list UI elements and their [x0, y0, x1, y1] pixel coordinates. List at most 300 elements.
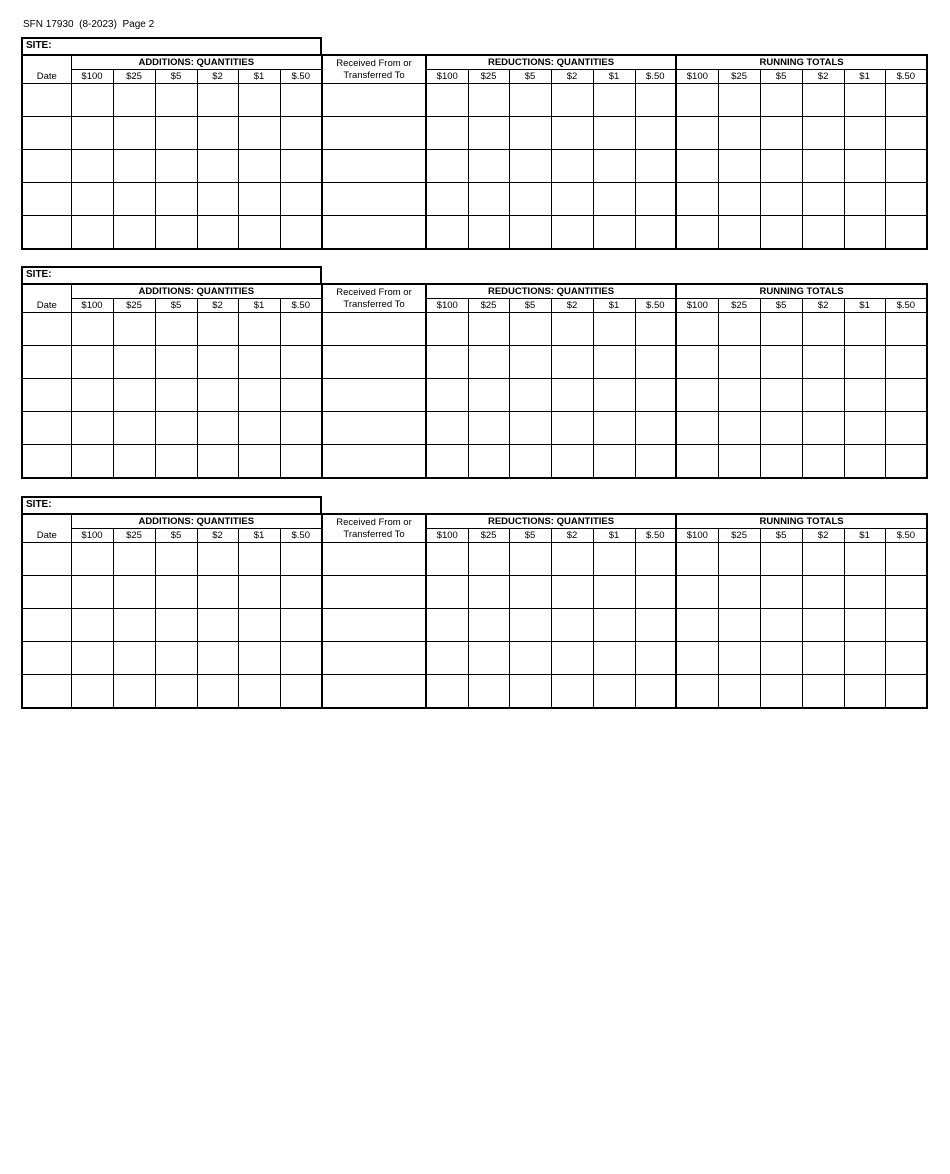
running-total-cell[interactable]: [885, 675, 927, 709]
additions-cell[interactable]: [197, 117, 238, 150]
additions-cell[interactable]: [197, 675, 238, 709]
additions-cell[interactable]: [280, 346, 322, 379]
additions-cell[interactable]: [280, 183, 322, 216]
running-total-cell[interactable]: [802, 379, 844, 412]
running-total-cell[interactable]: [718, 117, 760, 150]
running-total-cell[interactable]: [760, 543, 802, 576]
reductions-cell[interactable]: [426, 150, 468, 183]
additions-cell[interactable]: [155, 84, 197, 117]
additions-cell[interactable]: [280, 609, 322, 642]
running-total-cell[interactable]: [760, 576, 802, 609]
additions-cell[interactable]: [71, 576, 113, 609]
running-total-cell[interactable]: [844, 642, 885, 675]
reductions-cell[interactable]: [426, 642, 468, 675]
running-total-cell[interactable]: [676, 379, 718, 412]
running-total-cell[interactable]: [885, 445, 927, 479]
running-total-cell[interactable]: [802, 84, 844, 117]
running-total-cell[interactable]: [844, 84, 885, 117]
received-cell[interactable]: [322, 183, 426, 216]
additions-cell[interactable]: [238, 84, 280, 117]
running-total-cell[interactable]: [802, 313, 844, 346]
additions-cell[interactable]: [155, 675, 197, 709]
reductions-cell[interactable]: [509, 543, 551, 576]
running-total-cell[interactable]: [885, 216, 927, 250]
running-total-cell[interactable]: [676, 576, 718, 609]
running-total-cell[interactable]: [885, 412, 927, 445]
reductions-cell[interactable]: [509, 117, 551, 150]
running-total-cell[interactable]: [844, 313, 885, 346]
running-total-cell[interactable]: [802, 216, 844, 250]
reductions-cell[interactable]: [509, 313, 551, 346]
date-cell[interactable]: [22, 150, 71, 183]
reductions-cell[interactable]: [635, 313, 676, 346]
additions-cell[interactable]: [238, 346, 280, 379]
reductions-cell[interactable]: [593, 216, 635, 250]
reductions-cell[interactable]: [509, 183, 551, 216]
additions-cell[interactable]: [238, 412, 280, 445]
date-cell[interactable]: [22, 346, 71, 379]
additions-cell[interactable]: [197, 609, 238, 642]
additions-cell[interactable]: [197, 183, 238, 216]
running-total-cell[interactable]: [718, 346, 760, 379]
running-total-cell[interactable]: [802, 150, 844, 183]
running-total-cell[interactable]: [802, 117, 844, 150]
running-total-cell[interactable]: [760, 445, 802, 479]
additions-cell[interactable]: [280, 576, 322, 609]
reductions-cell[interactable]: [509, 84, 551, 117]
date-cell[interactable]: [22, 675, 71, 709]
reductions-cell[interactable]: [551, 543, 593, 576]
received-cell[interactable]: [322, 84, 426, 117]
additions-cell[interactable]: [280, 216, 322, 250]
additions-cell[interactable]: [238, 150, 280, 183]
reductions-cell[interactable]: [593, 346, 635, 379]
running-total-cell[interactable]: [760, 642, 802, 675]
date-cell[interactable]: [22, 412, 71, 445]
additions-cell[interactable]: [280, 642, 322, 675]
additions-cell[interactable]: [238, 609, 280, 642]
running-total-cell[interactable]: [844, 445, 885, 479]
running-total-cell[interactable]: [760, 150, 802, 183]
additions-cell[interactable]: [280, 445, 322, 479]
additions-cell[interactable]: [113, 609, 155, 642]
received-cell[interactable]: [322, 609, 426, 642]
running-total-cell[interactable]: [885, 609, 927, 642]
reductions-cell[interactable]: [635, 379, 676, 412]
reductions-cell[interactable]: [468, 412, 509, 445]
running-total-cell[interactable]: [844, 379, 885, 412]
running-total-cell[interactable]: [885, 346, 927, 379]
running-total-cell[interactable]: [760, 84, 802, 117]
running-total-cell[interactable]: [844, 150, 885, 183]
reductions-cell[interactable]: [551, 675, 593, 709]
reductions-cell[interactable]: [635, 117, 676, 150]
running-total-cell[interactable]: [718, 216, 760, 250]
additions-cell[interactable]: [238, 642, 280, 675]
running-total-cell[interactable]: [802, 412, 844, 445]
running-total-cell[interactable]: [676, 675, 718, 709]
running-total-cell[interactable]: [885, 117, 927, 150]
reductions-cell[interactable]: [635, 183, 676, 216]
running-total-cell[interactable]: [676, 642, 718, 675]
date-cell[interactable]: [22, 543, 71, 576]
reductions-cell[interactable]: [551, 379, 593, 412]
reductions-cell[interactable]: [509, 445, 551, 479]
received-cell[interactable]: [322, 346, 426, 379]
additions-cell[interactable]: [197, 346, 238, 379]
reductions-cell[interactable]: [468, 313, 509, 346]
additions-cell[interactable]: [238, 543, 280, 576]
additions-cell[interactable]: [280, 412, 322, 445]
date-cell[interactable]: [22, 609, 71, 642]
additions-cell[interactable]: [155, 117, 197, 150]
running-total-cell[interactable]: [718, 576, 760, 609]
reductions-cell[interactable]: [551, 117, 593, 150]
additions-cell[interactable]: [113, 313, 155, 346]
reductions-cell[interactable]: [426, 216, 468, 250]
running-total-cell[interactable]: [676, 346, 718, 379]
additions-cell[interactable]: [113, 216, 155, 250]
reductions-cell[interactable]: [551, 346, 593, 379]
reductions-cell[interactable]: [551, 183, 593, 216]
additions-cell[interactable]: [238, 117, 280, 150]
additions-cell[interactable]: [113, 576, 155, 609]
reductions-cell[interactable]: [426, 379, 468, 412]
running-total-cell[interactable]: [844, 675, 885, 709]
running-total-cell[interactable]: [718, 183, 760, 216]
reductions-cell[interactable]: [593, 117, 635, 150]
additions-cell[interactable]: [197, 445, 238, 479]
received-cell[interactable]: [322, 543, 426, 576]
reductions-cell[interactable]: [635, 445, 676, 479]
additions-cell[interactable]: [197, 642, 238, 675]
additions-cell[interactable]: [155, 183, 197, 216]
reductions-cell[interactable]: [509, 379, 551, 412]
running-total-cell[interactable]: [802, 543, 844, 576]
running-total-cell[interactable]: [676, 445, 718, 479]
received-cell[interactable]: [322, 642, 426, 675]
reductions-cell[interactable]: [426, 675, 468, 709]
received-cell[interactable]: [322, 576, 426, 609]
reductions-cell[interactable]: [635, 412, 676, 445]
date-cell[interactable]: [22, 445, 71, 479]
running-total-cell[interactable]: [802, 183, 844, 216]
reductions-cell[interactable]: [426, 346, 468, 379]
additions-cell[interactable]: [197, 412, 238, 445]
additions-cell[interactable]: [113, 346, 155, 379]
reductions-cell[interactable]: [426, 183, 468, 216]
additions-cell[interactable]: [71, 609, 113, 642]
additions-cell[interactable]: [71, 346, 113, 379]
reductions-cell[interactable]: [426, 543, 468, 576]
additions-cell[interactable]: [71, 84, 113, 117]
additions-cell[interactable]: [155, 379, 197, 412]
additions-cell[interactable]: [71, 183, 113, 216]
reductions-cell[interactable]: [426, 313, 468, 346]
running-total-cell[interactable]: [885, 543, 927, 576]
additions-cell[interactable]: [238, 379, 280, 412]
running-total-cell[interactable]: [844, 346, 885, 379]
reductions-cell[interactable]: [635, 150, 676, 183]
reductions-cell[interactable]: [551, 84, 593, 117]
running-total-cell[interactable]: [718, 412, 760, 445]
date-cell[interactable]: [22, 313, 71, 346]
additions-cell[interactable]: [71, 313, 113, 346]
reductions-cell[interactable]: [635, 609, 676, 642]
reductions-cell[interactable]: [509, 150, 551, 183]
reductions-cell[interactable]: [593, 543, 635, 576]
reductions-cell[interactable]: [551, 412, 593, 445]
reductions-cell[interactable]: [509, 675, 551, 709]
running-total-cell[interactable]: [760, 675, 802, 709]
additions-cell[interactable]: [280, 84, 322, 117]
running-total-cell[interactable]: [676, 412, 718, 445]
running-total-cell[interactable]: [802, 346, 844, 379]
received-cell[interactable]: [322, 150, 426, 183]
reductions-cell[interactable]: [593, 150, 635, 183]
reductions-cell[interactable]: [426, 84, 468, 117]
additions-cell[interactable]: [71, 543, 113, 576]
additions-cell[interactable]: [113, 117, 155, 150]
additions-cell[interactable]: [155, 412, 197, 445]
additions-cell[interactable]: [280, 150, 322, 183]
reductions-cell[interactable]: [426, 412, 468, 445]
reductions-cell[interactable]: [635, 642, 676, 675]
reductions-cell[interactable]: [635, 346, 676, 379]
reductions-cell[interactable]: [551, 313, 593, 346]
running-total-cell[interactable]: [760, 412, 802, 445]
running-total-cell[interactable]: [676, 117, 718, 150]
reductions-cell[interactable]: [635, 675, 676, 709]
additions-cell[interactable]: [155, 216, 197, 250]
reductions-cell[interactable]: [593, 84, 635, 117]
running-total-cell[interactable]: [885, 150, 927, 183]
additions-cell[interactable]: [155, 445, 197, 479]
additions-cell[interactable]: [155, 576, 197, 609]
reductions-cell[interactable]: [468, 642, 509, 675]
additions-cell[interactable]: [197, 84, 238, 117]
additions-cell[interactable]: [113, 84, 155, 117]
additions-cell[interactable]: [113, 543, 155, 576]
reductions-cell[interactable]: [551, 609, 593, 642]
additions-cell[interactable]: [155, 609, 197, 642]
date-cell[interactable]: [22, 576, 71, 609]
running-total-cell[interactable]: [844, 576, 885, 609]
additions-cell[interactable]: [280, 675, 322, 709]
received-cell[interactable]: [322, 412, 426, 445]
running-total-cell[interactable]: [676, 183, 718, 216]
running-total-cell[interactable]: [718, 543, 760, 576]
additions-cell[interactable]: [197, 313, 238, 346]
additions-cell[interactable]: [71, 445, 113, 479]
received-cell[interactable]: [322, 675, 426, 709]
reductions-cell[interactable]: [509, 412, 551, 445]
running-total-cell[interactable]: [676, 150, 718, 183]
running-total-cell[interactable]: [802, 675, 844, 709]
reductions-cell[interactable]: [468, 445, 509, 479]
running-total-cell[interactable]: [844, 412, 885, 445]
running-total-cell[interactable]: [718, 313, 760, 346]
additions-cell[interactable]: [238, 216, 280, 250]
additions-cell[interactable]: [197, 379, 238, 412]
running-total-cell[interactable]: [885, 84, 927, 117]
additions-cell[interactable]: [238, 675, 280, 709]
reductions-cell[interactable]: [468, 346, 509, 379]
running-total-cell[interactable]: [760, 609, 802, 642]
running-total-cell[interactable]: [802, 642, 844, 675]
additions-cell[interactable]: [113, 379, 155, 412]
additions-cell[interactable]: [238, 576, 280, 609]
additions-cell[interactable]: [113, 183, 155, 216]
reductions-cell[interactable]: [551, 150, 593, 183]
running-total-cell[interactable]: [718, 609, 760, 642]
reductions-cell[interactable]: [468, 183, 509, 216]
reductions-cell[interactable]: [426, 576, 468, 609]
reductions-cell[interactable]: [593, 642, 635, 675]
additions-cell[interactable]: [71, 379, 113, 412]
running-total-cell[interactable]: [885, 183, 927, 216]
additions-cell[interactable]: [113, 412, 155, 445]
reductions-cell[interactable]: [468, 609, 509, 642]
running-total-cell[interactable]: [718, 642, 760, 675]
running-total-cell[interactable]: [718, 150, 760, 183]
additions-cell[interactable]: [238, 445, 280, 479]
date-cell[interactable]: [22, 642, 71, 675]
running-total-cell[interactable]: [885, 313, 927, 346]
running-total-cell[interactable]: [844, 543, 885, 576]
running-total-cell[interactable]: [718, 445, 760, 479]
additions-cell[interactable]: [155, 642, 197, 675]
reductions-cell[interactable]: [593, 379, 635, 412]
additions-cell[interactable]: [113, 675, 155, 709]
reductions-cell[interactable]: [593, 445, 635, 479]
reductions-cell[interactable]: [468, 216, 509, 250]
running-total-cell[interactable]: [760, 183, 802, 216]
additions-cell[interactable]: [280, 313, 322, 346]
additions-cell[interactable]: [155, 313, 197, 346]
received-cell[interactable]: [322, 117, 426, 150]
date-cell[interactable]: [22, 117, 71, 150]
received-cell[interactable]: [322, 445, 426, 479]
reductions-cell[interactable]: [426, 445, 468, 479]
running-total-cell[interactable]: [844, 609, 885, 642]
reductions-cell[interactable]: [593, 313, 635, 346]
received-cell[interactable]: [322, 379, 426, 412]
running-total-cell[interactable]: [885, 379, 927, 412]
reductions-cell[interactable]: [551, 445, 593, 479]
reductions-cell[interactable]: [509, 642, 551, 675]
reductions-cell[interactable]: [468, 150, 509, 183]
reductions-cell[interactable]: [593, 412, 635, 445]
reductions-cell[interactable]: [468, 543, 509, 576]
running-total-cell[interactable]: [676, 216, 718, 250]
reductions-cell[interactable]: [593, 675, 635, 709]
reductions-cell[interactable]: [468, 379, 509, 412]
running-total-cell[interactable]: [885, 576, 927, 609]
reductions-cell[interactable]: [593, 609, 635, 642]
running-total-cell[interactable]: [885, 642, 927, 675]
reductions-cell[interactable]: [468, 84, 509, 117]
received-cell[interactable]: [322, 313, 426, 346]
additions-cell[interactable]: [197, 576, 238, 609]
additions-cell[interactable]: [71, 150, 113, 183]
reductions-cell[interactable]: [551, 576, 593, 609]
running-total-cell[interactable]: [802, 576, 844, 609]
running-total-cell[interactable]: [802, 609, 844, 642]
running-total-cell[interactable]: [844, 216, 885, 250]
reductions-cell[interactable]: [509, 346, 551, 379]
date-cell[interactable]: [22, 379, 71, 412]
reductions-cell[interactable]: [509, 576, 551, 609]
reductions-cell[interactable]: [468, 117, 509, 150]
additions-cell[interactable]: [113, 445, 155, 479]
date-cell[interactable]: [22, 216, 71, 250]
additions-cell[interactable]: [71, 412, 113, 445]
running-total-cell[interactable]: [676, 313, 718, 346]
additions-cell[interactable]: [280, 379, 322, 412]
reductions-cell[interactable]: [468, 675, 509, 709]
additions-cell[interactable]: [155, 150, 197, 183]
running-total-cell[interactable]: [676, 84, 718, 117]
additions-cell[interactable]: [155, 346, 197, 379]
running-total-cell[interactable]: [802, 445, 844, 479]
running-total-cell[interactable]: [760, 346, 802, 379]
running-total-cell[interactable]: [676, 609, 718, 642]
additions-cell[interactable]: [197, 150, 238, 183]
reductions-cell[interactable]: [509, 216, 551, 250]
additions-cell[interactable]: [113, 150, 155, 183]
running-total-cell[interactable]: [676, 543, 718, 576]
received-cell[interactable]: [322, 216, 426, 250]
additions-cell[interactable]: [238, 183, 280, 216]
running-total-cell[interactable]: [844, 183, 885, 216]
additions-cell[interactable]: [71, 117, 113, 150]
additions-cell[interactable]: [113, 642, 155, 675]
additions-cell[interactable]: [71, 642, 113, 675]
reductions-cell[interactable]: [635, 84, 676, 117]
additions-cell[interactable]: [155, 543, 197, 576]
reductions-cell[interactable]: [468, 576, 509, 609]
additions-cell[interactable]: [280, 117, 322, 150]
reductions-cell[interactable]: [635, 216, 676, 250]
running-total-cell[interactable]: [718, 84, 760, 117]
reductions-cell[interactable]: [593, 183, 635, 216]
reductions-cell[interactable]: [551, 642, 593, 675]
additions-cell[interactable]: [238, 313, 280, 346]
running-total-cell[interactable]: [760, 313, 802, 346]
running-total-cell[interactable]: [718, 675, 760, 709]
reductions-cell[interactable]: [426, 117, 468, 150]
additions-cell[interactable]: [197, 543, 238, 576]
reductions-cell[interactable]: [426, 609, 468, 642]
additions-cell[interactable]: [280, 543, 322, 576]
running-total-cell[interactable]: [844, 117, 885, 150]
running-total-cell[interactable]: [760, 379, 802, 412]
date-cell[interactable]: [22, 84, 71, 117]
additions-cell[interactable]: [71, 675, 113, 709]
running-total-cell[interactable]: [760, 117, 802, 150]
additions-cell[interactable]: [197, 216, 238, 250]
additions-cell[interactable]: [71, 216, 113, 250]
reductions-cell[interactable]: [635, 543, 676, 576]
reductions-cell[interactable]: [593, 576, 635, 609]
reductions-cell[interactable]: [551, 216, 593, 250]
running-total-cell[interactable]: [760, 216, 802, 250]
running-total-cell[interactable]: [718, 379, 760, 412]
date-cell[interactable]: [22, 183, 71, 216]
reductions-cell[interactable]: [509, 609, 551, 642]
reductions-cell[interactable]: [635, 576, 676, 609]
